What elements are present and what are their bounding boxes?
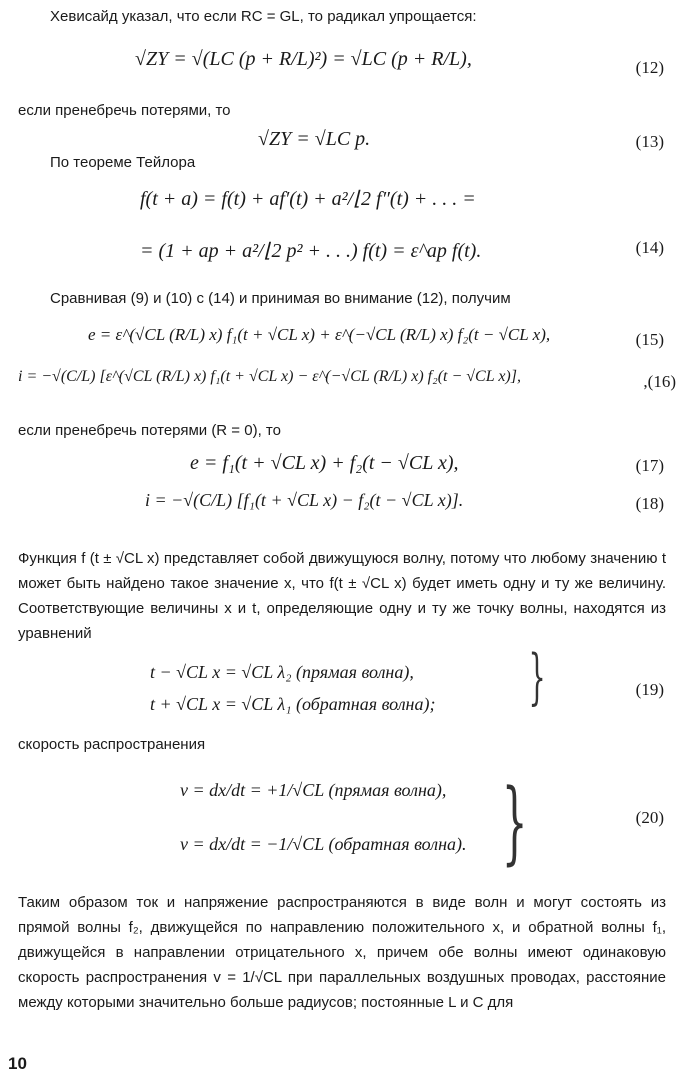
text-line-neglect-losses: если пренебречь потерями, то xyxy=(18,102,231,119)
equation-number-16: ,(16) xyxy=(643,372,676,391)
equation-number-13: (13) xyxy=(635,132,664,151)
equation-20-line-2: v = dx/dt = −1/√CL (обратная волна). xyxy=(180,834,467,854)
equation-17: e = f₁(t + √CL x) + f₂(t − √CL x), xyxy=(190,452,459,474)
equation-19-line-2: t + √CL x = √CL λ₁ (обратная волна); xyxy=(150,694,436,714)
brace-20: } xyxy=(501,770,528,875)
text-line-comparing: Сравнивая (9) и (10) с (14) и принимая во внимание (12), получим xyxy=(50,290,511,307)
paragraph-moving-wave: Функция f (t ± √CL x) представляет собой движущуюся волну, потому что любому значению t может быть найдено такое значение x, что f(t ± √CL x) будет иметь одну и ту же величину. Соответствующие величины x и t, определяющие одну и ту же точку волны, находятся из уравнений xyxy=(18,550,666,642)
equation-18: i = −√(C/L) [f₁(t + √CL x) − f₂(t − √CL x)]. xyxy=(145,490,464,510)
paragraph-conclusion: Таким образом ток и напряжение распространяются в виде волн и могут состоять из прямой волны f₂, движущейся по направлению положительного x, и обратной волны f₁, движущейся в направлении отрицательного x, причем обе волны имеют одинаковую скорость распространения v = 1/√CL при параллельных воздушных проводах, расстояние между которыми значительно больше радиусов; постоянные L и C для xyxy=(18,894,666,1011)
equation-number-12: (12) xyxy=(635,58,664,77)
equation-20-line-1: v = dx/dt = +1/√CL (прямая волна), xyxy=(180,780,447,800)
equation-19-line-1: t − √CL x = √CL λ₂ (прямая волна), xyxy=(150,662,414,682)
text-line-propagation-speed: скорость распространения xyxy=(18,736,206,753)
equation-13: √ZY = √LC p. xyxy=(258,128,371,150)
page-number: 10 xyxy=(8,1054,27,1073)
equation-number-19: (19) xyxy=(635,680,664,699)
equation-16: i = −√(C/L) [ε^(√CL (R/L) x) f₁(t + √CL x) − ε^(−√CL (R/L) x) f₂(t − √CL x)], xyxy=(18,368,521,385)
equation-15: e = ε^(√CL (R/L) x) f₁(t + √CL x) + ε^(−√CL (R/L) x) f₂(t − √CL x), xyxy=(88,325,551,344)
equation-number-18: (18) xyxy=(635,494,664,513)
equation-number-17: (17) xyxy=(635,456,664,475)
equation-14-line-1: f(t + a) = f(t) + af′(t) + a²/⌊2 f″(t) + . . . = xyxy=(140,188,476,210)
equation-number-20: (20) xyxy=(635,808,664,827)
equation-12: √ZY = √(LC (p + R/L)²) = √LC (p + R/L), xyxy=(135,48,472,70)
text-line-taylor: По теореме Тейлора xyxy=(50,154,196,171)
equation-14-line-2: = (1 + ap + a²/⌊2 p² + . . .) f(t) = ε^ap f(t). xyxy=(140,240,482,262)
equation-number-14: (14) xyxy=(635,238,664,257)
brace-19: } xyxy=(528,642,546,712)
text-line-heaviside: Хевисайд указал, что если RC = GL, то радикал упрощается: xyxy=(50,8,477,25)
equation-number-15: (15) xyxy=(635,330,664,349)
text-line-lossless: если пренебречь потерями (R = 0), то xyxy=(18,422,281,439)
